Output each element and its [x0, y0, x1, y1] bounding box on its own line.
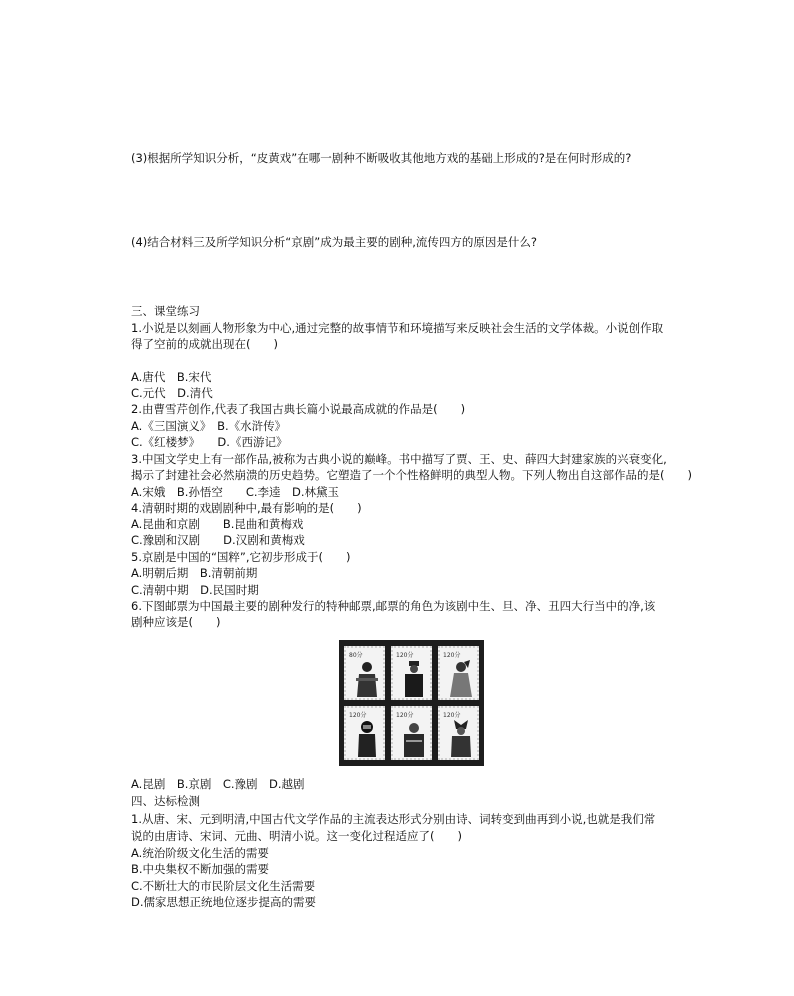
- exercise-4-option-cd: C.豫剧和汉剧 D.汉剧和黄梅戏: [131, 533, 305, 547]
- stamp-1: [344, 646, 385, 700]
- exercise-4-option-ab: A.昆曲和京剧 B.昆曲和黄梅戏: [131, 517, 304, 531]
- exercise-3-line2: 揭示了封建社会必然崩溃的历史趋势。它塑造了一个个性格鲜明的典型人物。下列人物出自这部作品的是( ): [131, 468, 692, 482]
- stamp-4-value: 120分: [349, 712, 367, 719]
- stamp-6: [438, 706, 479, 760]
- exercise-1-line2: 得了空前的成就出现在( ): [131, 337, 278, 351]
- exercise-6-line1: 6.下图邮票为中国最主要的剧种发行的特种邮票,邮票的角色为该剧中生、旦、净、丑四大行当中的净,该: [131, 599, 656, 613]
- question-3-sub: (3)根据所学知识分析，“皮黄戏”在哪一剧种不断吸收其他地方戏的基础上形成的?是在何时形成的?: [131, 151, 632, 165]
- exercise-6-line2: 剧种应该是( ): [131, 615, 221, 629]
- section-3-title: 三、课堂练习: [131, 304, 200, 318]
- exercise-5-option-ab: A.明朝后期 B.清朝前期: [131, 566, 258, 580]
- exercise-5-option-cd: C.清朝中期 D.民国时期: [131, 583, 259, 597]
- exercise-3-line1: 3.中国文学史上有一部作品,被称为古典小说的巅峰。书中描写了贾、王、史、薛四大封建家族的兴衰变化,: [131, 452, 667, 466]
- question-4-sub: (4)结合材料三及所学知识分析“京剧”成为最主要的剧种,流传四方的原因是什么?: [131, 235, 537, 249]
- exercise-6-options: A.昆剧 B.京剧 C.豫剧 D.越剧: [131, 777, 305, 791]
- exercise-2-option-cd: C.《红楼梦》 D.《西游记》: [131, 435, 288, 449]
- stamp-3: [438, 646, 479, 700]
- stamp-4: [344, 706, 385, 760]
- opera-figure-icon: [450, 660, 472, 698]
- test-1-option-a: A.统治阶级文化生活的需要: [131, 846, 269, 860]
- stamp-5: [391, 706, 432, 760]
- stamp-3-value: 120分: [443, 652, 461, 659]
- opera-figure-icon: [403, 720, 425, 758]
- test-1-option-d: D.儒家思想正统地位逐步提高的需要: [131, 895, 317, 909]
- exercise-2-stem: 2.由曹雪芹创作,代表了我国古典长篇小说最高成就的作品是( ): [131, 402, 466, 416]
- opera-figure-icon: [356, 660, 378, 698]
- exercise-4-stem: 4.清朝时期的戏剧剧种中,最有影响的是( ): [131, 501, 362, 515]
- test-1-line1: 1.从唐、宋、元到明清,中国古代文学作品的主流表达形式分别由诗、词转变到曲再到小说,也就是我们常: [131, 812, 656, 826]
- exercise-5-stem: 5.京剧是中国的“国粹”,它初步形成于( ): [131, 550, 351, 564]
- opera-stamps-image: [339, 640, 484, 766]
- section-4-title: 四、达标检测: [131, 794, 200, 808]
- opera-figure-icon: [403, 660, 425, 698]
- exercise-2-option-ab: A.《三国演义》 B.《水浒传》: [131, 419, 287, 433]
- stamp-5-value: 120分: [396, 712, 414, 719]
- opera-figure-icon: [450, 720, 472, 758]
- test-1-line2: 说的由唐诗、宋词、元曲、明清小说。这一变化过程适应了( ): [131, 829, 462, 843]
- exercise-3-options: A.宋娥 B.孙悟空 C.李逵 D.林黛玉: [131, 485, 340, 499]
- test-1-option-b: B.中央集权不断加强的需要: [131, 862, 270, 876]
- opera-figure-icon: [356, 720, 378, 758]
- exercise-1-option-ab: A.唐代 B.宋代: [131, 370, 212, 384]
- exercise-1-option-cd: C.元代 D.清代: [131, 386, 213, 400]
- stamp-6-value: 120分: [443, 712, 461, 719]
- stamp-1-value: 80分: [349, 652, 363, 659]
- stamp-2: [391, 646, 432, 700]
- stamp-2-value: 120分: [396, 652, 414, 659]
- exercise-1-line1: 1.小说是以刻画人物形象为中心,通过完整的故事情节和环境描写来反映社会生活的文学体裁。小说创作取: [131, 321, 664, 335]
- test-1-option-c: C.不断壮大的市民阶层文化生活需要: [131, 879, 316, 893]
